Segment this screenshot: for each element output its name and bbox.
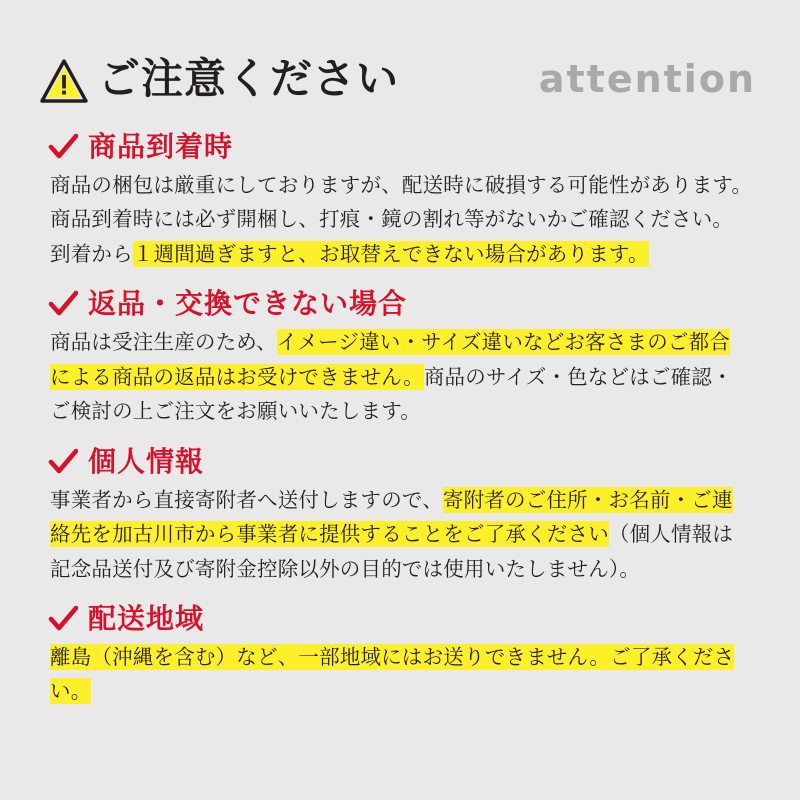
body-line xyxy=(50,325,758,359)
section-heading xyxy=(40,289,760,319)
section-personal-info xyxy=(40,444,760,586)
section-title: 商品到着時 xyxy=(88,130,234,163)
page-header xyxy=(40,40,760,118)
body-line xyxy=(50,640,758,709)
body-line xyxy=(50,202,758,236)
body-line xyxy=(50,237,758,271)
body-line xyxy=(50,394,758,428)
highlighted-text: 寄附者のご住所・お名前・ご連 xyxy=(442,487,733,512)
check-icon xyxy=(48,604,78,634)
body-line xyxy=(50,483,758,517)
section-heading xyxy=(40,601,760,635)
section-delivery-area xyxy=(40,601,760,709)
warning-triangle-icon xyxy=(40,59,88,103)
plain-text: 商品のサイズ・色などはご確認・ xyxy=(423,364,733,389)
highlighted-text: 離島（沖縄を含む）など、一部地域にはお送りできません。ご了承ください。 xyxy=(50,644,735,704)
section-title: 返品・交換できない場合 xyxy=(88,287,408,321)
section-body xyxy=(40,168,760,271)
section-heading xyxy=(40,132,760,162)
section-arrival xyxy=(40,132,760,271)
section-body xyxy=(40,483,760,586)
body-line xyxy=(50,552,758,586)
plain-text: （個人情報は xyxy=(608,522,734,547)
check-icon xyxy=(48,289,78,319)
plain-text: 記念品送付及び寄附金控除以外の目的では使用いたしません）。 xyxy=(50,556,641,581)
plain-text: 商品到着時には必ず開梱し、打痕・鏡の割れ等がないかご確認ください。 xyxy=(50,207,734,232)
sections-container xyxy=(40,132,760,727)
section-title: 配送地域 xyxy=(88,601,205,635)
section-body xyxy=(40,325,760,428)
spacer xyxy=(40,715,760,727)
section-heading xyxy=(40,444,760,478)
plain-text: 到着から xyxy=(50,241,133,266)
plain-text: 商品は受注生産のため、 xyxy=(50,330,277,355)
body-line xyxy=(50,168,758,202)
section-title: 個人情報 xyxy=(88,444,205,478)
highlighted-text: １週間過ぎますと、お取替えできない場合があります。 xyxy=(132,241,649,266)
check-icon xyxy=(48,132,78,162)
body-line xyxy=(50,360,758,394)
body-line xyxy=(50,517,758,551)
highlighted-text: 絡先を加古川市から事業者に提供することをご了承ください xyxy=(50,522,609,547)
section-body xyxy=(40,640,760,709)
page-title: ご注意ください xyxy=(98,54,400,103)
highlighted-text: イメージ違い・サイズ違いなどお客さまのご都合 xyxy=(276,330,731,355)
plain-text: ご検討の上ご注文をお願いいたします。 xyxy=(50,399,421,424)
section-no-return xyxy=(40,289,760,428)
highlighted-text: による商品の返品はお受けできません。 xyxy=(50,364,424,389)
plain-text: 商品の梱包は厳重にしておりますが、配送時に破損する可能性があります。 xyxy=(50,173,753,197)
plain-text: 事業者から直接寄附者へ送付しますので、 xyxy=(50,487,443,512)
check-icon xyxy=(48,447,78,477)
page-subtitle: attention xyxy=(538,57,756,101)
